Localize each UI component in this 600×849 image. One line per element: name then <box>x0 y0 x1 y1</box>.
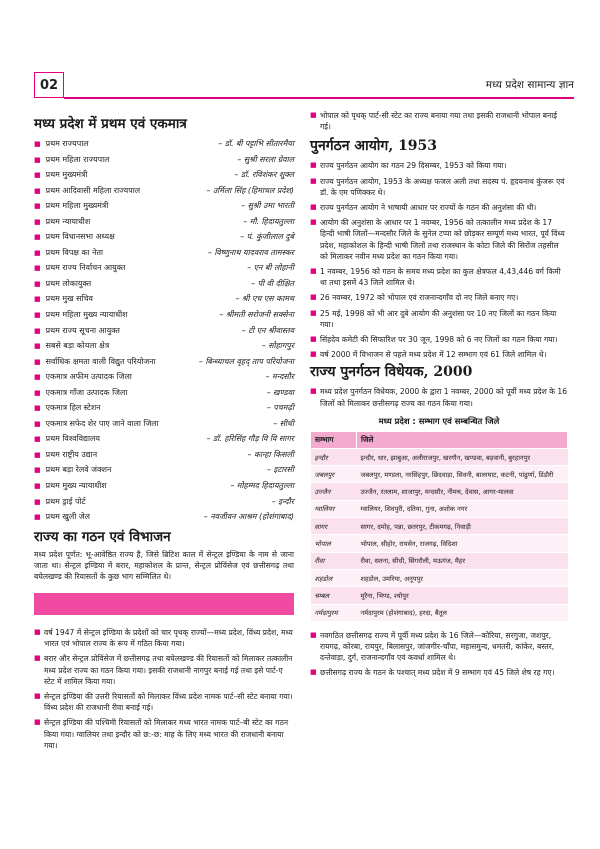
list-item <box>310 176 568 198</box>
first-value: – एन बी लोहानी <box>247 263 294 273</box>
bullet-icon: ■ <box>310 293 317 302</box>
bullet-icon: ■ <box>34 718 41 727</box>
bullet-text: वर्ष 2000 में विभाजन से पहले मध्य प्रदेश में 12 सम्भाग एवं 61 जिले शामिल थे। <box>320 350 547 360</box>
bullet-icon: ■ <box>34 155 41 164</box>
first-value: – विष्णुनाथ यादवराव तामस्कर <box>207 247 294 257</box>
districts-cell: रीवा, सतना, सीधी, सिंगरौली, मऊगंज, मैहर <box>357 552 568 569</box>
bullet-icon: ■ <box>34 357 41 366</box>
bullet-text: बरार और सेन्ट्रल प्रोविंसेज में छत्तीसगढ़ तथा बघेलखण्ड की रियासतों को मिलाकर तत्कालीन मध्य प्रदेश राज्य का गठन किया गया। इसकी राजधानी नागपुर बनाई गई तथा इसे पार्ट-ए स्टेट में शामिल किया गया। <box>44 654 293 686</box>
first-value: – सुश्री सरला ग्रेवाल <box>237 154 294 164</box>
division-cell: ग्वालियर <box>311 500 357 517</box>
bullet-icon: ■ <box>310 161 317 170</box>
bullet-icon: ■ <box>310 668 317 677</box>
first-value: – मन्दसौर <box>265 372 294 382</box>
first-label: प्रथम राज्य सूचना आयुक्त <box>45 325 120 335</box>
bullet-icon: ■ <box>34 450 41 459</box>
list-item <box>34 494 294 510</box>
bullet-icon: ■ <box>310 387 317 396</box>
first-label-wrap <box>34 494 86 511</box>
first-label-wrap <box>34 245 103 262</box>
first-value: – मौ. हिदायतुल्ला <box>243 216 294 226</box>
first-label: प्रथम मुख सचिव <box>45 294 93 304</box>
first-label: प्रथम खुली जेल <box>45 512 90 522</box>
first-label: प्रथम मुख्य न्यायाधीश <box>45 481 107 491</box>
first-label: प्रथम न्यायाधीश <box>45 216 91 226</box>
bullet-icon: ■ <box>34 497 41 506</box>
bullet-text: राज्य पुनर्गठन आयोग ने भाषायी आधार पर राज्यों के गठन की अनुशंसा की थी। <box>320 203 537 213</box>
first-value: – इटारसी <box>267 465 294 475</box>
division-cell: नर्मदापुरम <box>311 604 357 621</box>
first-value: – खण्डवा <box>266 387 294 397</box>
bullet-icon: ■ <box>310 267 317 276</box>
first-label: एकमात्र सफेद शेर पाए जाने वाला जिला <box>45 418 159 428</box>
list-item <box>310 386 568 408</box>
first-label-wrap <box>34 400 101 417</box>
first-label: एकमात्र अफीम उत्पादक जिला <box>45 372 132 382</box>
list-item <box>310 308 568 330</box>
list-item <box>310 202 568 213</box>
bullet-icon: ■ <box>34 171 41 180</box>
districts-cell: मुरैना, भिण्ड, श्योपुर <box>357 587 568 604</box>
first-value: – बिन्ध्याचल वृहद् ताप परियोजना <box>198 356 294 366</box>
first-label-wrap <box>34 369 132 386</box>
first-label-wrap <box>34 198 108 215</box>
list-item <box>310 160 568 171</box>
list-item <box>34 627 294 649</box>
first-label-wrap <box>34 416 159 433</box>
header-rule <box>64 97 574 99</box>
division-cell: जबलपुर <box>311 466 357 483</box>
list-item <box>34 338 294 354</box>
first-label-wrap <box>34 167 87 184</box>
districts-cell: नर्मदापुरम (होशंगाबाद), हरदा, बैतूल <box>357 604 568 621</box>
first-label: प्रथम लोकायुक्त <box>45 278 92 288</box>
list-item <box>34 509 294 525</box>
first-value: – सीधी <box>273 418 294 428</box>
list-item <box>34 291 294 307</box>
table-row <box>311 604 568 621</box>
first-label-wrap <box>34 291 93 308</box>
list-item <box>34 229 294 245</box>
list-item <box>34 198 294 214</box>
districts-cell: सागर, दमोह, पन्ना, छतरपुर, टीकमगढ़, निवाड़ी <box>357 518 568 535</box>
first-label-wrap <box>34 307 128 324</box>
list-item <box>310 630 568 664</box>
first-label-wrap <box>34 214 90 231</box>
pink-band <box>34 593 294 615</box>
bullet-icon: ■ <box>34 279 41 288</box>
bullet-icon: ■ <box>310 630 317 639</box>
bullet-icon: ■ <box>34 435 41 444</box>
list-item <box>34 385 294 401</box>
division-cell: इन्दौर <box>311 448 357 465</box>
bullet-icon: ■ <box>310 203 317 212</box>
first-value: – पं. कुंजीलाल दुबे <box>240 232 294 242</box>
bullet-text: सिंहदेव कमेटी की सिफारिश पर 30 जून, 1998 को 6 नए जिलों का गठन किया गया। <box>320 335 558 345</box>
districts-cell: भोपाल, सीहोर, रायसेन, राजगढ़, विदिशा <box>357 535 568 552</box>
bullet-text: सेन्ट्रल इण्डिया की उत्तरी रियासतों को मिलाकर विंध्य प्रदेश नामक पार्ट–सी स्टेट बनाया गया। विंध्य प्रदेश की राजधानी रीवा बनाई गई। <box>44 691 293 713</box>
division-cell: शहडोल <box>311 569 357 586</box>
first-label-wrap <box>34 509 90 526</box>
first-label: एकमात्र गाँजा उत्पादक जिला <box>45 387 128 397</box>
list-item <box>34 653 294 687</box>
list-item <box>34 260 294 276</box>
first-value: – डॉ. बी पट्टाभि सीतारमैया <box>218 139 294 148</box>
bullet-icon: ■ <box>34 186 41 195</box>
districts-cell: ग्वालियर, शिवपुरी, दतिया, गुना, अशोक नगर <box>357 500 568 517</box>
bullet-icon: ■ <box>34 513 41 522</box>
list-item <box>34 354 294 370</box>
list-item <box>310 292 568 303</box>
first-label-wrap <box>34 354 156 371</box>
first-label-wrap <box>34 462 111 479</box>
bullet-icon: ■ <box>34 466 41 475</box>
bullet-icon: ■ <box>34 482 41 491</box>
first-label: प्रथम विपक्ष का नेता <box>45 247 103 257</box>
commission-bullets <box>310 160 568 360</box>
first-label: सबसे बड़ा कोयला क्षेत्र <box>45 341 110 351</box>
bullet-icon: ■ <box>34 627 41 636</box>
first-label-wrap <box>34 447 97 464</box>
division-cell: चम्बल <box>311 587 357 604</box>
bullet-icon: ■ <box>34 388 41 397</box>
table-row <box>311 535 568 552</box>
list-item <box>34 307 294 323</box>
first-label: प्रथम महिला राज्यपाल <box>45 154 110 164</box>
bullet-icon: ■ <box>34 202 41 211</box>
first-label: प्रथम महिला मुख्य न्यायाधीश <box>45 310 128 320</box>
table-row <box>311 587 568 604</box>
first-value: – श्रीमती सरोजनी सक्सेना <box>219 310 294 320</box>
first-label: प्रथम आदिवासी महिला राज्यपाल <box>45 185 141 195</box>
bullet-icon: ■ <box>310 176 317 185</box>
table-header-districts: जिले <box>357 431 568 448</box>
bullet-icon: ■ <box>34 691 41 700</box>
first-value: – सुश्री उमा भारती <box>241 201 294 211</box>
table-row <box>311 448 568 465</box>
bullet-icon: ■ <box>310 335 317 344</box>
bullet-icon: ■ <box>310 308 317 317</box>
first-value: – टी एन श्रीवास्तव <box>241 325 294 335</box>
bullet-text: वर्ष 1947 में सेन्ट्रल इण्डिया के प्रदेशों को चार पृथक् राज्यों—मध्य प्रदेश, विंध्य प्रदेश, मध्य भारत एवं भोपाल राज्य के रूप में गठित किया गया। <box>44 627 293 649</box>
first-label: प्रथम राज्य निर्वाचन आयुक्त <box>45 263 126 273</box>
bill-heading: राज्य पुनर्गठन विधेयक, 2000 <box>310 364 473 381</box>
list-item <box>34 183 294 199</box>
division-cell: रीवा <box>311 552 357 569</box>
list-item <box>34 136 294 152</box>
table-row <box>311 500 568 517</box>
first-label: सर्वाधिक क्षमता वाली विद्युत परियोजना <box>45 356 156 366</box>
first-label-wrap <box>34 323 120 340</box>
formation-bullets <box>34 627 294 751</box>
list-item <box>34 691 294 713</box>
division-cell: सागर <box>311 518 357 535</box>
first-label-wrap <box>34 183 140 200</box>
bullet-icon: ■ <box>34 233 41 242</box>
first-label: प्रथम विश्वविद्यालय <box>45 434 100 444</box>
bullet-text: मध्य प्रदेश पुनर्गठन विधेयक, 2000 के द्वारा 1 नवम्बर, 2000 को पूर्वी मध्य प्रदेश के 16 जिलों को मिलाकर छत्तीसगढ़ राज्य का गठन किया गया। <box>320 387 568 408</box>
first-label: प्रथम राष्ट्रीय उद्यान <box>45 449 98 459</box>
bullet-icon: ■ <box>34 404 41 413</box>
list-item <box>34 431 294 447</box>
left-column <box>34 108 294 755</box>
list-item <box>34 369 294 385</box>
first-value: – पचमढ़ी <box>266 403 294 413</box>
first-value: – पी वी दीक्षित <box>251 278 294 288</box>
list-item <box>310 349 568 360</box>
division-cell: उज्जैन <box>311 483 357 500</box>
first-value: – कान्हा किसली <box>247 449 294 459</box>
districts-cell: जबलपुर, मण्डला, नरसिंहपुर, छिंदवाड़ा, सिवनी, बालाघाट, कटनी, पांढुर्णा, डिंडौरी <box>357 466 568 483</box>
post-table-bullets <box>310 630 568 679</box>
list-item <box>34 462 294 478</box>
bill-bullets <box>310 386 568 408</box>
bullet-icon: ■ <box>34 342 41 351</box>
list-item: ■ भोपाल को पृथक् पार्ट-सी स्टेट का राज्य बनाया गया तथा इसकी राजधानी भोपाल बनाई गई। <box>310 111 557 132</box>
bullet-icon: ■ <box>34 419 41 428</box>
first-value: – डॉ. रविशंकर शुक्ल <box>234 170 294 180</box>
first-label-wrap <box>34 385 127 402</box>
bullet-icon: ■ <box>34 264 41 273</box>
list-item <box>310 266 568 288</box>
list-item <box>34 478 294 494</box>
districts-cell: शहडोल, उमरिया, अनूपपुर <box>357 569 568 586</box>
commission-heading: पुनर्गठन आयोग, 1953 <box>310 138 438 155</box>
table-row <box>311 518 568 535</box>
list-item <box>34 416 294 432</box>
first-label-wrap <box>34 478 107 495</box>
first-value: – डॉ. हरिसिंह गौड़ वि वि सागर <box>206 434 294 444</box>
list-item <box>34 717 294 751</box>
table-row <box>311 466 568 483</box>
first-label: प्रथम महिला मुख्यमंत्री <box>45 201 109 211</box>
first-label-wrap <box>34 136 89 153</box>
page-header <box>34 72 574 102</box>
bullet-text: नवगठित छत्तीसगढ़ राज्य में पूर्वी मध्य प्रदेश के 16 जिले—कोरिया, सरगुजा, जशपुर, रायगढ़, कोरबा, रायपुर, बिलासपुर, जांजगीर-चाँपा, महासमुन्द, धमतरी, कांकेर, बस्तर, दन्तेवाड़ा, दुर्ग, राजनान्दगाँव एवं कवर्धा शामिल थे। <box>320 630 555 663</box>
list-item <box>34 276 294 292</box>
list-item <box>34 323 294 339</box>
first-label: प्रथम राज्यपाल <box>45 139 89 148</box>
bullet-text: 26 नवम्बर, 1972 को भोपाल एवं राजनान्दगाँव दो नए जिले बनाए गए। <box>320 293 519 303</box>
districts-cell: इन्दौर, धार, झाबुआ, अलीराजपुर, खरगौन, खण्डवा, बड़वानी, बुरहानपुर <box>357 448 568 465</box>
first-value: – इन्दौर <box>271 496 294 506</box>
list-item <box>34 400 294 416</box>
list-item <box>34 245 294 261</box>
bullet-text: छत्तीसगढ़ राज्य के गठन के पश्चात् मध्य प्रदेश में 9 सम्भाग एवं 45 जिले शेष रह गए। <box>320 668 555 678</box>
first-value: – सोहागपुर <box>261 341 294 351</box>
bullet-icon: ■ <box>34 295 41 304</box>
districts-cell: उज्जैन, रतलाम, शाजापुर, मन्दसौर, नीमच, देवास, आगर-मालवा <box>357 483 568 500</box>
bullet-icon: ■ <box>34 311 41 320</box>
table-row <box>311 552 568 569</box>
first-label-wrap <box>34 276 91 293</box>
first-label-wrap <box>34 431 100 448</box>
bullet-icon: ■ <box>34 373 41 382</box>
first-value: – नवजीवन आश्रम (होशंगाबाद) <box>203 512 294 522</box>
bullet-icon: ■ <box>34 248 41 257</box>
table-row <box>311 569 568 586</box>
division-cell: भोपाल <box>311 535 357 552</box>
bullet-text: 1 नवम्बर, 1956 को गठन के समय मध्य प्रदेश का कुल क्षेत्रफल 4,43,446 वर्ग किमी था तथा इसमें 43 जिले शामिल थे। <box>320 267 561 288</box>
bullet-icon: ■ <box>310 218 317 227</box>
list-item <box>34 214 294 230</box>
list-item <box>310 667 568 678</box>
first-value: – उर्मिला सिंह (हिमाचल प्रदेश) <box>206 185 294 195</box>
book-title: मध्य प्रदेश सामान्य ज्ञान <box>485 79 574 91</box>
list-item <box>34 167 294 183</box>
bullet-icon: ■ <box>34 326 41 335</box>
bullet-icon: ■ <box>310 350 317 359</box>
firsts-list <box>34 136 294 525</box>
list-item <box>310 334 568 345</box>
division-table <box>310 431 568 622</box>
first-label-wrap <box>34 260 125 277</box>
bullet-text: 25 मई, 1998 को भी आर दुबे आयोग की अनुशंसा पर 10 नए जिलों का गठन किया गया। <box>320 308 557 329</box>
page-number: 02 <box>34 72 64 98</box>
bullet-icon: ■ <box>34 217 41 226</box>
list-item <box>34 447 294 463</box>
bullet-icon: ■ <box>34 140 41 148</box>
first-label-wrap <box>34 229 115 246</box>
formation-intro: मध्य प्रदेश पूर्णत: भू-आवेष्ठित राज्य है, जिसे ब्रिटिश काल में सेन्ट्रल इण्डिया के नाम से जाना जाता था। सेन्ट्रल इण्डिया में बरार, महाकोशल के प्रान्त, सेन्ट्रल प्रोविंसेज एवं छत्तीसगढ़ तथा बघेलखण्ड की रियासतों के कुछ भाग सम्मिलित थे। <box>34 549 294 582</box>
bullet-icon: ■ <box>34 654 41 663</box>
first-value: – श्री एच एस कामथ <box>235 294 294 304</box>
table-row <box>311 483 568 500</box>
firsts-heading: मध्य प्रदेश में प्रथम एवं एकमात्र <box>34 116 187 132</box>
bullet-text: आयोग की अनुशंसा के आधार पर 1 नवम्बर, 1956 को तत्कालीन मध्य प्रदेश के 17 हिन्दी भाषी जिलों—मन्दसौर जिले के सुनेल टप्पा को छोड़कर सम्पूर्ण मध्य भारत, पूर्व विंध्य प्रदेश, महाकोशल के हिन्दी भाषी जिलों तथा राजस्थान के कोटा जिले की सिरोंज तहसील को मिलाकर नवीन मध्य प्रदेश का गठन किया गया। <box>320 218 565 261</box>
first-label: प्रथम ड्राई पोर्ट <box>45 496 86 506</box>
first-label-wrap <box>34 152 109 169</box>
division-table-title: मध्य प्रदेश : सम्भाग एवं सम्बन्धित जिले <box>378 415 500 426</box>
list-item <box>310 217 568 262</box>
table-header-division: सम्भाग <box>311 431 357 448</box>
first-label: प्रथम विधानसभा अध्यक्ष <box>45 232 115 242</box>
bullet-text: राज्य पुनर्गठन आयोग, 1953 के अध्यक्ष फजल अली तथा सदस्य पं. हृदयनाथ कुंजरू एवं डॉ. के एम पणिक्कर थे। <box>320 176 565 197</box>
first-label: एकमात्र हिल स्टेशन <box>45 403 101 413</box>
first-label: प्रथम बड़ा रेलवे जंक्शन <box>45 465 112 475</box>
bullet-text: राज्य पुनर्गठन आयोग का गठन 29 दिसम्बर, 1953 को किया गया। <box>320 161 507 171</box>
bullet-text: सेन्ट्रल इण्डिया की पश्चिमी रियासतों को मिलाकर मध्य भारत नामक पार्ट–बी स्टेट का गठन किया गया। ग्वालियर तथा इन्दौर को छ:-छ: माह के लिए मध्य भारत की राजधानी बनाया गया। <box>44 718 289 750</box>
formation-heading: राज्य का गठन एवं विभाजन <box>34 528 171 545</box>
list-item <box>34 152 294 168</box>
first-label: प्रथम मुख्यमंत्री <box>45 170 88 180</box>
first-value: – मोहम्मद हिदायतुल्ला <box>230 481 294 491</box>
right-column <box>310 108 568 683</box>
first-label-wrap <box>34 338 109 355</box>
